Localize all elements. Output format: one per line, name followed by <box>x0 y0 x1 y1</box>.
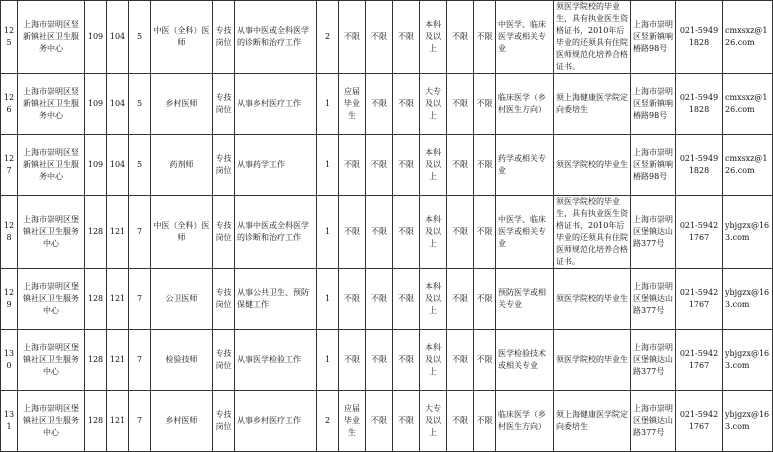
cell-headcount: 1 <box>317 330 339 391</box>
cell-major: 临床医学（乡村医生方向） <box>496 74 554 135</box>
cell-no: 129 <box>1 269 18 330</box>
cell-phone: 021-59491828 <box>676 135 723 196</box>
cell-code-1: 128 <box>85 196 107 269</box>
cell-req-4: 不限 <box>447 1 474 74</box>
cell-post-type: 专技岗位 <box>213 391 235 452</box>
cell-no: 125 <box>1 1 18 74</box>
cell-email: cmxsxz@126.com <box>723 74 773 135</box>
cell-req-4: 不限 <box>447 391 474 452</box>
cell-headcount: 1 <box>317 269 339 330</box>
cell-education: 大专及以上 <box>420 74 447 135</box>
cell-email: cmxsxz@126.com <box>723 1 773 74</box>
cell-education: 本科及以上 <box>420 135 447 196</box>
cell-no: 127 <box>1 135 18 196</box>
cell-other-req: 须上海健康医学院定向委培生 <box>554 74 631 135</box>
cell-address: 上海市崇明区竖新镇响椿路98号 <box>631 1 676 74</box>
cell-req-2: 不限 <box>366 330 393 391</box>
cell-phone: 021-59421767 <box>676 391 723 452</box>
cell-major: 预防医学或相关专业 <box>496 269 554 330</box>
cell-req-5: 不限 <box>474 135 496 196</box>
cell-major: 临床医学（乡村医生方向） <box>496 391 554 452</box>
cell-duty: 从事乡村医疗工作 <box>235 391 317 452</box>
cell-code-3: 7 <box>129 196 151 269</box>
cell-code-2: 121 <box>107 196 129 269</box>
cell-unit: 上海市崇明区竖新镇社区卫生服务中心 <box>18 1 85 74</box>
cell-phone: 021-59491828 <box>676 74 723 135</box>
cell-unit: 上海市崇明区堡镇社区卫生服务中心 <box>18 330 85 391</box>
table-row <box>1 135 773 196</box>
cell-post-type: 专技岗位 <box>213 269 235 330</box>
cell-code-3: 5 <box>129 135 151 196</box>
cell-code-2: 104 <box>107 74 129 135</box>
cell-code-1: 109 <box>85 74 107 135</box>
cell-post: 乡村医师 <box>151 74 213 135</box>
cell-education: 本科及以上 <box>420 330 447 391</box>
cell-duty: 从事公共卫生、预防保健工作 <box>235 269 317 330</box>
cell-duty: 从事药学工作 <box>235 135 317 196</box>
cell-code-3: 5 <box>129 74 151 135</box>
cell-code-3: 7 <box>129 269 151 330</box>
cell-address: 上海市崇明区竖新镇响椿路98号 <box>631 74 676 135</box>
cell-post: 公卫医师 <box>151 269 213 330</box>
cell-unit: 上海市崇明区堡镇社区卫生服务中心 <box>18 196 85 269</box>
cell-code-3: 7 <box>129 330 151 391</box>
cell-req-4: 不限 <box>447 196 474 269</box>
cell-post: 检验技师 <box>151 330 213 391</box>
cell-duty: 从事中医或全科医学的诊断和治疗工作 <box>235 1 317 74</box>
cell-email: ybjgzx@163.com <box>723 196 773 269</box>
cell-req-2: 不限 <box>366 74 393 135</box>
cell-code-2: 121 <box>107 391 129 452</box>
cell-post: 药剂师 <box>151 135 213 196</box>
cell-req-3: 不限 <box>393 1 420 74</box>
cell-post-type: 专技岗位 <box>213 330 235 391</box>
cell-req-2: 不限 <box>366 269 393 330</box>
cell-post: 乡村医师 <box>151 391 213 452</box>
cell-education: 本科及以上 <box>420 269 447 330</box>
table-row <box>1 1 773 74</box>
cell-major: 中医学、临床医学或相关专业 <box>496 196 554 269</box>
cell-post: 中医（全科）医师 <box>151 196 213 269</box>
cell-req-5: 不限 <box>474 196 496 269</box>
cell-code-3: 7 <box>129 391 151 452</box>
cell-other-req: 须上海健康医学院定向委培生 <box>554 391 631 452</box>
cell-req-3: 不限 <box>393 74 420 135</box>
cell-req-3: 不限 <box>393 391 420 452</box>
cell-phone: 021-59491828 <box>676 1 723 74</box>
table-row <box>1 391 773 452</box>
cell-req-5: 不限 <box>474 391 496 452</box>
cell-code-1: 128 <box>85 269 107 330</box>
cell-req-2: 不限 <box>366 1 393 74</box>
table-row <box>1 74 773 135</box>
cell-req-5: 不限 <box>474 269 496 330</box>
cell-post-type: 专技岗位 <box>213 1 235 74</box>
cell-headcount: 1 <box>317 135 339 196</box>
cell-education: 本科及以上 <box>420 196 447 269</box>
cell-no: 126 <box>1 74 18 135</box>
cell-code-1: 109 <box>85 135 107 196</box>
cell-no: 131 <box>1 391 18 452</box>
cell-code-2: 104 <box>107 1 129 74</box>
cell-req-5: 不限 <box>474 1 496 74</box>
cell-req-5: 不限 <box>474 330 496 391</box>
cell-req-4: 不限 <box>447 269 474 330</box>
cell-code-2: 104 <box>107 135 129 196</box>
cell-post-type: 专技岗位 <box>213 74 235 135</box>
cell-unit: 上海市崇明区堡镇社区卫生服务中心 <box>18 391 85 452</box>
cell-code-3: 5 <box>129 1 151 74</box>
cell-email: ybjgzx@163.com <box>723 269 773 330</box>
cell-req-3: 不限 <box>393 135 420 196</box>
cell-req-2: 不限 <box>366 135 393 196</box>
cell-address: 上海市崇明区堡镇达山路377号 <box>631 391 676 452</box>
cell-address: 上海市崇明区堡镇达山路377号 <box>631 269 676 330</box>
cell-duty: 从事医学检验工作 <box>235 330 317 391</box>
cell-major: 中医学、临床医学或相关专业 <box>496 1 554 74</box>
table-row <box>1 269 773 330</box>
cell-req-1: 不限 <box>339 196 366 269</box>
cell-address: 上海市崇明区堡镇达山路377号 <box>631 330 676 391</box>
cell-address: 上海市崇明区竖新镇响椿路98号 <box>631 135 676 196</box>
cell-req-1: 应届毕业生 <box>339 74 366 135</box>
cell-req-1: 不限 <box>339 135 366 196</box>
cell-headcount: 1 <box>317 196 339 269</box>
cell-code-2: 121 <box>107 269 129 330</box>
cell-no: 128 <box>1 196 18 269</box>
cell-email: ybjgzx@163.com <box>723 391 773 452</box>
cell-req-5: 不限 <box>474 74 496 135</box>
cell-other-req: 须医学院校的毕业生，具有执业医生资格证书，2010年后毕业的还须具有住院医师规范化培养合格证书。 <box>554 196 631 269</box>
cell-req-4: 不限 <box>447 74 474 135</box>
cell-req-2: 不限 <box>366 196 393 269</box>
cell-headcount: 2 <box>317 391 339 452</box>
cell-req-1: 不限 <box>339 269 366 330</box>
cell-post: 中医（全科）医师 <box>151 1 213 74</box>
cell-req-1: 不限 <box>339 330 366 391</box>
cell-req-4: 不限 <box>447 135 474 196</box>
table-body <box>1 1 773 452</box>
cell-duty: 从事乡村医疗工作 <box>235 74 317 135</box>
cell-no: 130 <box>1 330 18 391</box>
table-row <box>1 330 773 391</box>
cell-other-req: 须医学院校的毕业生 <box>554 330 631 391</box>
cell-headcount: 1 <box>317 74 339 135</box>
cell-phone: 021-59421767 <box>676 269 723 330</box>
cell-unit: 上海市崇明区竖新镇社区卫生服务中心 <box>18 135 85 196</box>
cell-req-1: 应届毕业生 <box>339 391 366 452</box>
cell-post-type: 专技岗位 <box>213 135 235 196</box>
cell-education: 大专及以上 <box>420 391 447 452</box>
cell-req-3: 不限 <box>393 330 420 391</box>
cell-headcount: 2 <box>317 1 339 74</box>
cell-education: 本科及以上 <box>420 1 447 74</box>
cell-unit: 上海市崇明区竖新镇社区卫生服务中心 <box>18 74 85 135</box>
cell-major: 药学或相关专业 <box>496 135 554 196</box>
cell-other-req: 须医学院校的毕业生 <box>554 135 631 196</box>
cell-req-4: 不限 <box>447 330 474 391</box>
cell-other-req: 须医学院校的毕业生，具有执业医生资格证书，2010年后毕业的还须具有住院医师规范化培养合格证书。 <box>554 1 631 74</box>
cell-duty: 从事中医或全科医学的诊断和治疗工作 <box>235 196 317 269</box>
cell-address: 上海市崇明区堡镇达山路377号 <box>631 196 676 269</box>
cell-req-3: 不限 <box>393 196 420 269</box>
cell-unit: 上海市崇明区堡镇社区卫生服务中心 <box>18 269 85 330</box>
table-row <box>1 196 773 269</box>
cell-req-1: 不限 <box>339 1 366 74</box>
cell-email: ybjgzx@163.com <box>723 330 773 391</box>
cell-phone: 021-59421767 <box>676 330 723 391</box>
cell-other-req: 须医学院校的毕业生 <box>554 269 631 330</box>
cell-code-1: 128 <box>85 391 107 452</box>
cell-code-1: 128 <box>85 330 107 391</box>
cell-email: cmxsxz@126.com <box>723 135 773 196</box>
cell-req-3: 不限 <box>393 269 420 330</box>
cell-major: 医学检验技术或相关专业 <box>496 330 554 391</box>
cell-post-type: 专技岗位 <box>213 196 235 269</box>
cell-req-2: 不限 <box>366 391 393 452</box>
cell-code-1: 109 <box>85 1 107 74</box>
cell-phone: 021-59421767 <box>676 196 723 269</box>
cell-code-2: 121 <box>107 330 129 391</box>
